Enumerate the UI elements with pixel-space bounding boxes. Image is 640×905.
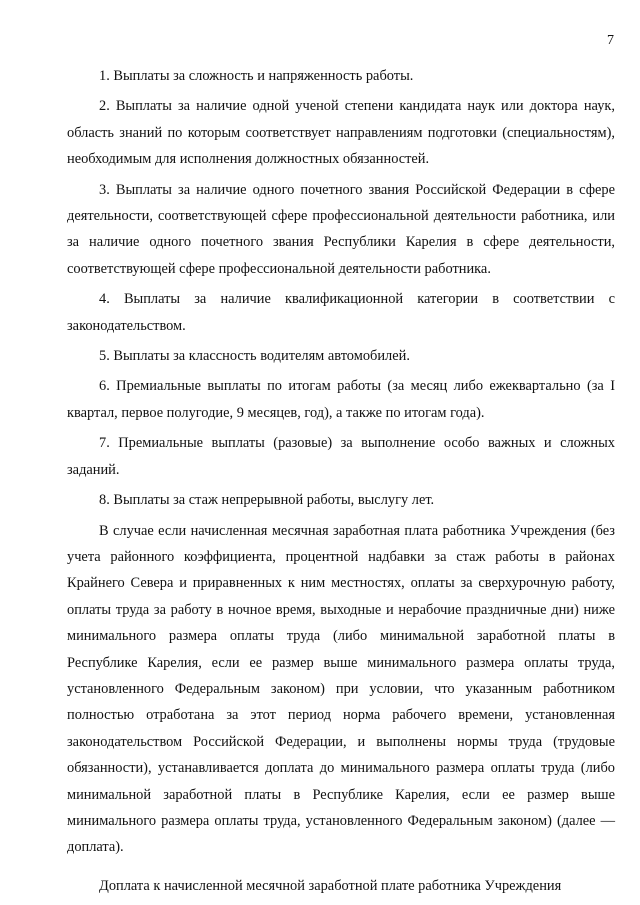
paragraph-item-7: 7. Премиальные выплаты (разовые) за выполнение особо важных и сложных заданий. bbox=[67, 435, 615, 478]
paragraph-item-2: 2. Выплаты за наличие одной ученой степени кандидата наук или доктора наук, область знаний по которым соответствует направлениям подготовки (специальностям), необходимым для исполнения должностных обязанностей. bbox=[67, 98, 615, 168]
paragraph-item-1: 1. Выплаты за сложность и напряженность работы. bbox=[99, 68, 414, 84]
paragraph-item-4: 4. Выплаты за наличие квалификационной категории в соответствии с законодательством. bbox=[67, 291, 615, 334]
document-body bbox=[67, 63, 615, 899]
paragraph-item-8: 8. Выплаты за стаж непрерывной работы, выслугу лет. bbox=[99, 492, 435, 509]
paragraph-item-3: 3. Выплаты за наличие одного почетного звания Российской Федерации в сфере деятельности, соответствующей сфере профессиональной деятельности работника, или за наличие одного почетного звания Республики Карелия в сфере деятельности, соответствующей сфере профессиональной деятельности работника. bbox=[67, 181, 615, 277]
paragraph-item-6: 6. Премиальные выплаты по итогам работы (за месяц либо ежеквартально (за I квартал, первое полугодие, 9 месяцев, год), а также по итогам года). bbox=[67, 378, 615, 421]
paragraph-supplement: Доплата к начисленной месячной заработной плате работника Учреждения bbox=[99, 877, 562, 894]
page-number: 7 bbox=[607, 33, 614, 48]
paragraph-minimum-wage: В случае если начисленная месячная заработная плата работника Учреждения (без учета районного коэффициента, процентной надбавки за стаж работы в районах Крайнего Севера и приравненных к ним местностях, оплаты за сверхурочную работу, оплаты труда за работу в ночное время, выходные и нерабочие праздничные дни) ниже минимального размера оплаты труда (либо минимальной заработной платы в Республике Карелия, если ее размер выше минимального размера оплаты труда, установленного Федеральным законом) при условии, что указанным работником полностью отработана за этот период норма рабочего времени, установленная законодательством Российской Федерации, и выполнены нормы труда (трудовые обязанности), устанавливается доплата до минимального размера оплаты труда (либо минимальной заработной платы в Республике Карелия, если ее размер выше минимального размера оплаты труда, установленного Федеральным законом) (далее — доплата). bbox=[67, 522, 615, 856]
paragraph-item-5: 5. Выплаты за классность водителям автомобилей. bbox=[99, 348, 410, 365]
